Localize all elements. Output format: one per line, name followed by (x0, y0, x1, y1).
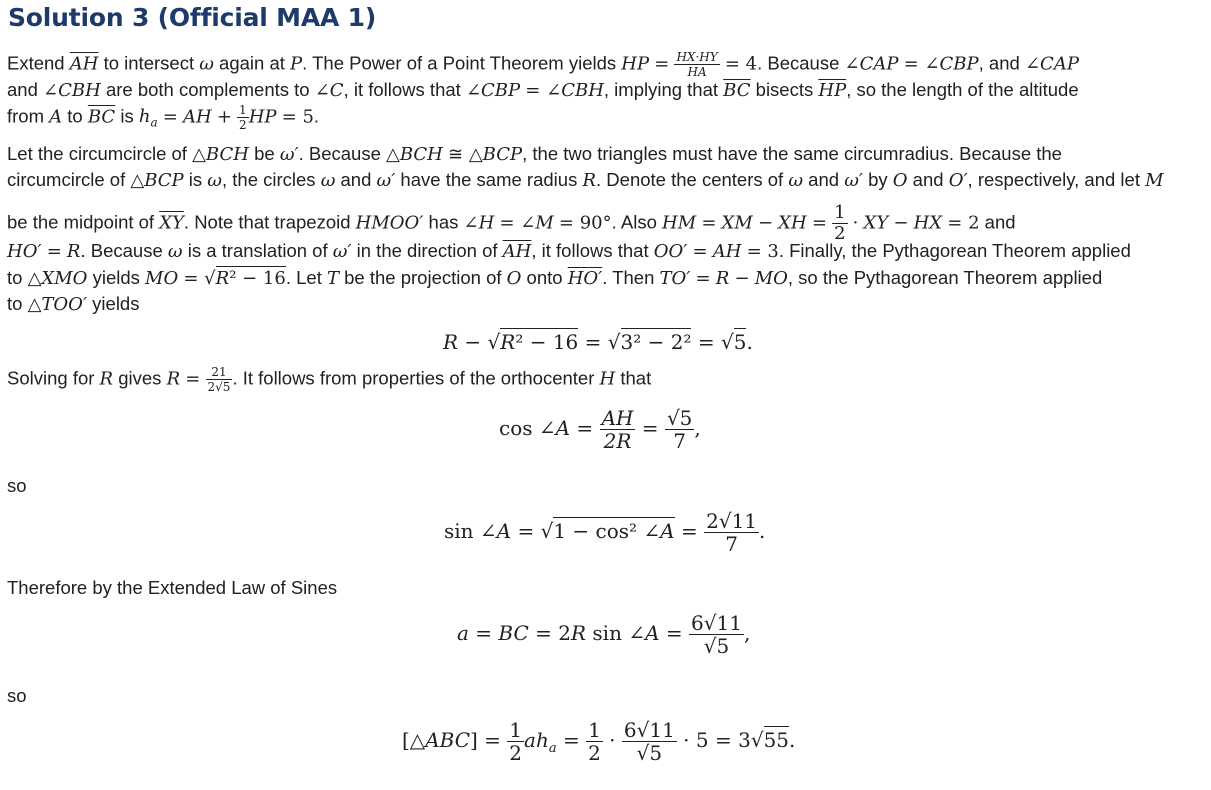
para1-line2: and ∠CBH are both complements to ∠C, it follows that ∠CBP = ∠CBH, implying that $\overline{BC}$ bisects $\overline{HP}$, so the length of the altitude (7, 79, 1079, 101)
equation-1: R − √R² − 16 = √3² − 2² = √5. (443, 330, 753, 354)
equation-2: cos ∠A = $\frac{AH}{2R}$ = $\frac{√5}{7}$ , (499, 406, 701, 453)
para2-line3: be the midpoint of $\overline{XY}$. Note that trapezoid HMOO′ has ∠H = ∠M = 90°. Also HM = XM − XH = $\frac{1}{2}$ · XY − HX = 2 and (7, 202, 1016, 244)
para2-line1: Let the circumcircle of △BCH be ω′. Because △BCH ≅ △BCP, the two triangles must have the same circumradius. Because the (7, 143, 1062, 165)
para2-line4: HO′ = R. Because ω is a translation of ω′ in the direction of $\overline{AH}$, it follows that OO′ = AH = 3. Finally, the Pythagorean Theorem applied (7, 240, 1131, 262)
para4: Therefore by the Extended Law of Sines (7, 577, 338, 598)
equation-5: [△ABC] = $\frac{1}{2}$ $ah_a$ = $\frac{1}{2}$ · $\frac{6√11}{√5}$ · 5 = 3√55. (402, 718, 796, 765)
para3: Solving for R gives R = $\frac{21}{2√5}$ . It follows from properties of the orthocenter H that (7, 365, 652, 394)
so-1: so (7, 475, 27, 496)
so-2: so (7, 685, 27, 706)
para1-line1: Extend $\overline{AH}$ to intersect ω again at P. The Power of a Point Theorem yields HP = $\frac{HX\cdot HY}{HA}$ = 4. Because ∠CAP = ∠CBP, and ∠CAP (7, 50, 1079, 79)
para1-line3: from A to $\overline{BC}$ is $h_a$ = AH + $\frac{1}{2}$ HP = 5. (7, 103, 320, 132)
para2-line5: to △XMO yields MO = √R² − 16. Let T be the projection of O onto HO′. Then TO′ = R − MO, so the Pythagorean Theorem applied (7, 267, 1103, 289)
equation-4: a = BC = 2R sin ∠A = $\frac{6√11}{√5}$ , (457, 611, 751, 658)
equation-3: sin ∠A = √1 − cos² ∠A = $\frac{2√11}{7}$ . (444, 509, 766, 556)
para2-line2: circumcircle of △BCP is ω, the circles ω and ω′ have the same radius R. Denote the centers of ω and ω′ by O and O′, respectively, and let M (7, 169, 1164, 191)
solution-heading: Solution 3 (Official MAA 1) (8, 3, 377, 32)
para2-line6: to △TOO′ yields (7, 293, 140, 315)
